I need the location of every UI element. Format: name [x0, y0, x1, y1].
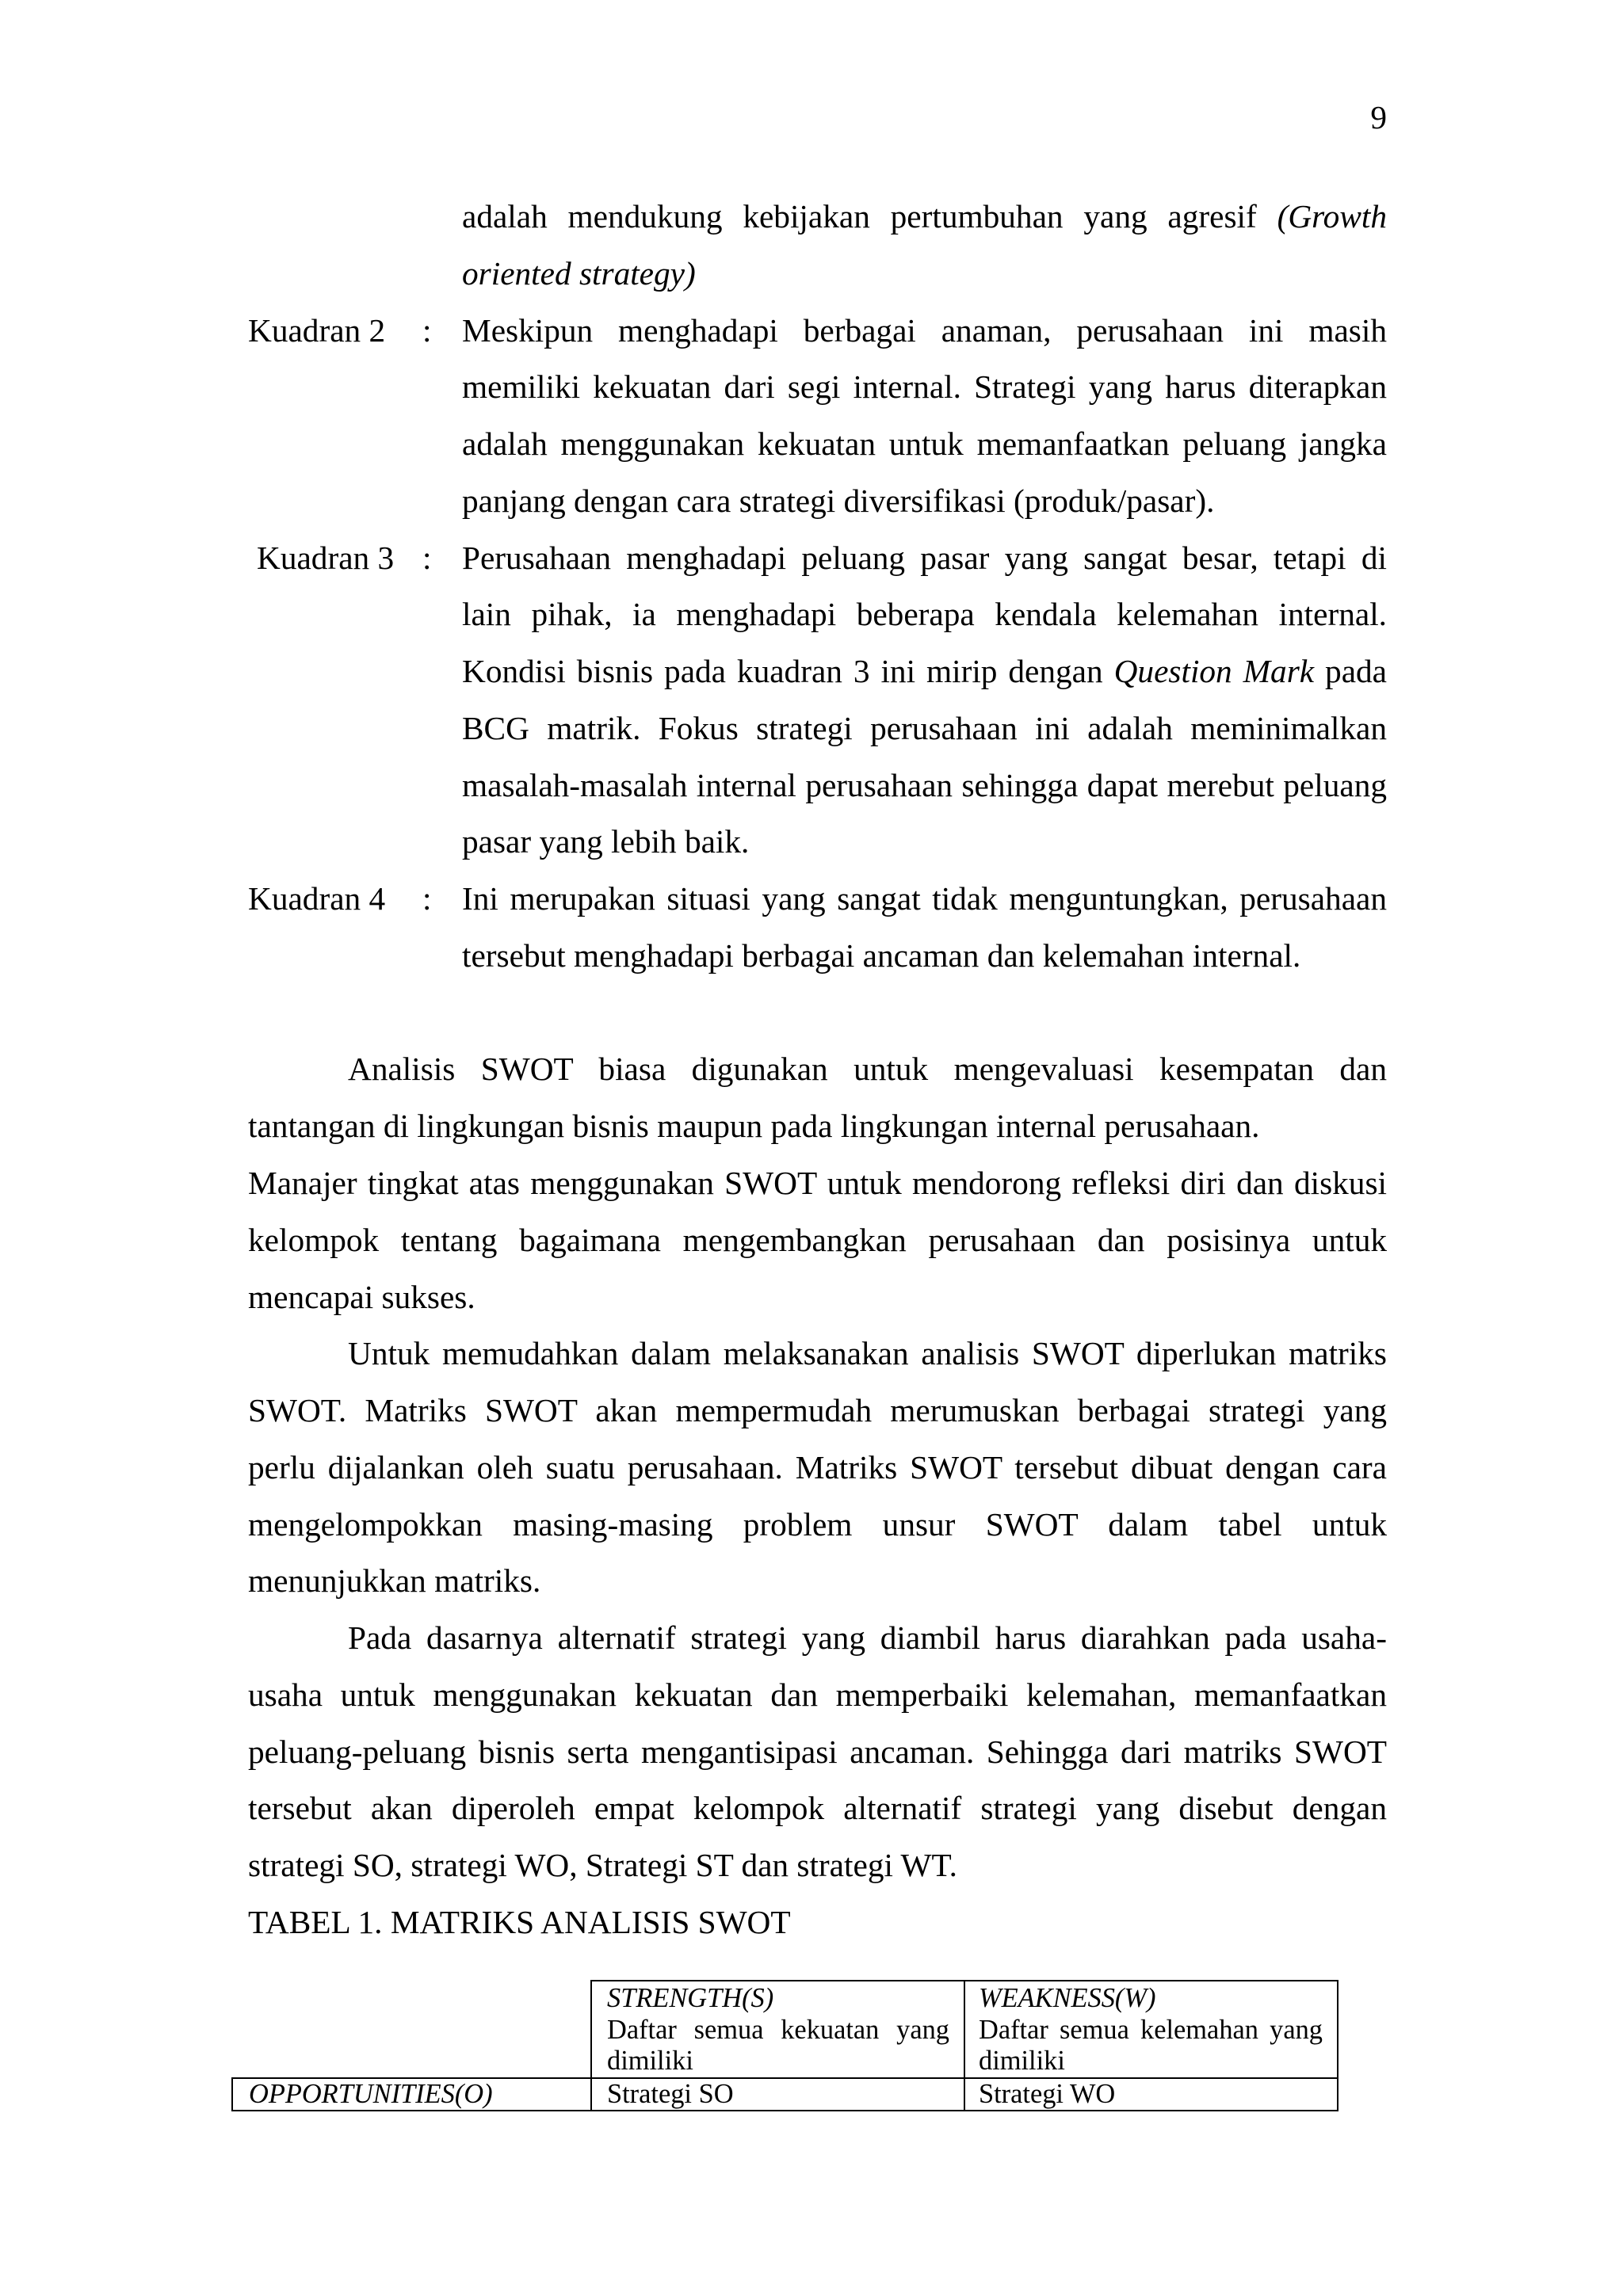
- text-line: [462, 643, 1387, 700]
- label-separator: :: [422, 880, 432, 917]
- text-line: Analisis SWOT biasa digunakan untuk mengevaluasi kesempatan dan: [348, 1051, 1387, 1088]
- table-row-label: [232, 2078, 591, 2111]
- italic-term: Question Mark: [1113, 653, 1315, 690]
- row-label-text: OPPORTUNITIES(O): [249, 2078, 493, 2109]
- quadrant-2-item: [248, 303, 1387, 530]
- table-header-strength: [591, 1981, 964, 2078]
- italic-term: (Growth: [1277, 198, 1387, 235]
- label-separator: :: [422, 311, 432, 349]
- quadrant-label: Kuadran 4: [248, 880, 386, 917]
- text-line: Meskipun menghadapi berbagai anaman, perusahaan ini masih: [462, 311, 1387, 349]
- table-row: [232, 2078, 1338, 2111]
- column-title: WEAKNESS(W): [979, 1983, 1156, 2013]
- quadrant-label: Kuadran 3: [257, 539, 395, 576]
- text-line: tersebut menghadapi berbagai ancaman dan kelemahan internal.: [462, 936, 1301, 974]
- empty-corner-cell: [232, 1981, 591, 2078]
- text-line: menunjukkan matriks.: [248, 1562, 541, 1600]
- italic-term: oriented strategy): [462, 254, 696, 292]
- cell-text: Strategi SO: [607, 2078, 734, 2109]
- text-line: peluang-peluang bisnis serta mengantisipasi ancaman. Sehingga dari matriks SWOT: [248, 1733, 1387, 1770]
- text-line: kelompok tentang bagaimana mengembangkan perusahaan dan posisinya untuk: [248, 1221, 1387, 1258]
- text-line: Ini merupakan situasi yang sangat tidak menguntungkan, perusahaan: [462, 880, 1387, 917]
- table-header-weakness: [964, 1981, 1338, 2078]
- text-line: Manajer tingkat atas menggunakan SWOT untuk mendorong refleksi diri dan diskusi: [248, 1165, 1387, 1202]
- quadrant-label: Kuadran 2: [248, 311, 386, 349]
- page-number: 9: [1370, 99, 1387, 135]
- text-line: tantangan di lingkungan bisnis maupun pada lingkungan internal perusahaan.: [248, 1108, 1260, 1145]
- text-line: BCG matrik. Fokus strategi perusahaan ini adalah meminimalkan: [462, 709, 1387, 746]
- text-line: memiliki kekuatan dari segi internal. Strategi yang harus diterapkan: [462, 368, 1387, 406]
- text-line: pasar yang lebih baik.: [462, 823, 750, 860]
- table-header-row: [232, 1981, 1338, 2078]
- text-line: SWOT. Matriks SWOT akan mempermudah merumuskan berbagai strategi yang: [248, 1392, 1387, 1429]
- text-segment: adalah mendukung kebijakan pertumbuhan yang agresif: [462, 198, 1257, 235]
- column-description-line: dimiliki: [979, 2046, 1065, 2076]
- swot-matrix-table: [231, 1980, 1338, 2111]
- table-caption: TABEL 1. MATRIKS ANALISIS SWOT: [248, 1903, 791, 1940]
- text-line: Pada dasarnya alternatif strategi yang diambil harus diarahkan pada usaha-: [348, 1619, 1387, 1657]
- text-line: perlu dijalankan oleh suatu perusahaan. Matriks SWOT tersebut dibuat dengan cara: [248, 1448, 1387, 1486]
- text-line: [462, 189, 1387, 246]
- text-segment: Kondisi bisnis pada kuadran 3 ini mirip dengan: [462, 653, 1103, 690]
- text-line: Perusahaan menghadapi peluang pasar yang sangat besar, tetapi di: [462, 539, 1387, 576]
- text-line: usaha untuk menggunakan kekuatan dan memperbaiki kelemahan, memanfaatkan: [248, 1676, 1387, 1713]
- text-line: strategi SO, strategi WO, Strategi ST dan strategi WT.: [248, 1847, 957, 1884]
- text-line: masalah-masalah internal perusahaan sehingga dapat merebut peluang: [462, 766, 1387, 803]
- paragraph: [248, 1325, 1387, 1610]
- text-line: [462, 246, 1387, 303]
- text-line: mencapai sukses.: [248, 1278, 475, 1315]
- quadrant-1-continuation: [248, 189, 1387, 303]
- column-description-line: dimiliki: [607, 2046, 693, 2076]
- text-line: adalah menggunakan kekuatan untuk memanfaatkan peluang jangka: [462, 425, 1387, 463]
- table-cell-wo: [964, 2078, 1338, 2111]
- text-line: tersebut akan diperoleh empat kelompok alternatif strategi yang disebut dengan: [248, 1790, 1387, 1827]
- quadrant-3-item: [248, 530, 1387, 871]
- body-text: [248, 189, 1387, 1951]
- cell-text: Strategi WO: [979, 2078, 1116, 2109]
- paragraph: [248, 1155, 1387, 1325]
- paragraph: [248, 1610, 1387, 1894]
- quadrant-4-item: [248, 871, 1387, 985]
- text-line: lain pihak, ia menghadapi beberapa kendala kelemahan internal.: [462, 596, 1387, 633]
- paragraph: [248, 1041, 1387, 1155]
- text-line: panjang dengan cara strategi diversifikasi (produk/pasar).: [462, 482, 1215, 519]
- table-cell-so: [591, 2078, 964, 2111]
- label-separator: :: [422, 539, 432, 576]
- blank-line: [248, 985, 1387, 1042]
- text-line: mengelompokkan masing-masing problem unsur SWOT dalam tabel untuk: [248, 1505, 1387, 1543]
- column-description-line: Daftar semua kekuatan yang: [607, 2014, 949, 2045]
- column-description-line: Daftar semua kelemahan yang: [979, 2014, 1323, 2045]
- column-title: STRENGTH(S): [607, 1983, 774, 2013]
- text-segment: pada: [1325, 653, 1388, 690]
- text-line: Untuk memudahkan dalam melaksanakan analisis SWOT diperlukan matriks: [348, 1335, 1387, 1372]
